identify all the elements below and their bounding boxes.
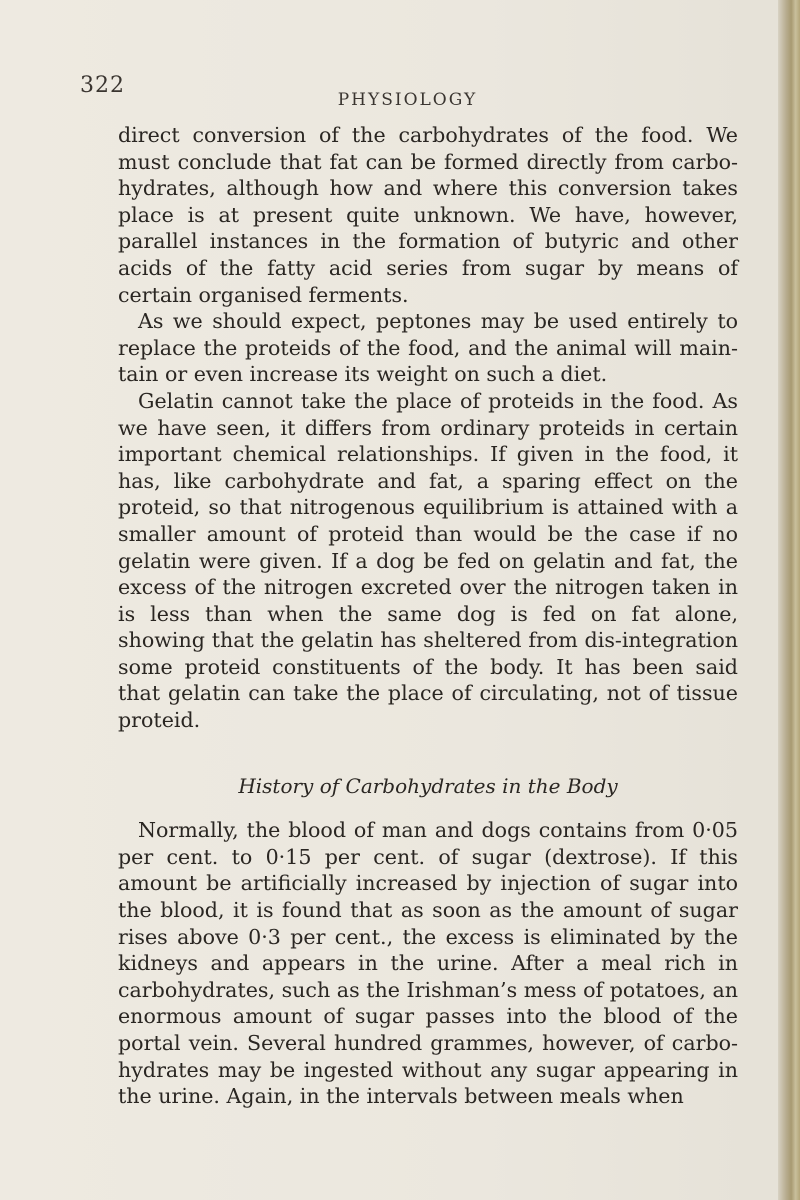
body-text <box>118 122 738 1110</box>
page-edge <box>778 0 800 1200</box>
paragraph: direct conversion of the carbohydrates of the food. We must conclude that fat can be formed directly from carbo-hydrates, although how and where this conversion takes place is at present quite unknown. We have, however, parallel instances in the formation of butyric and other acids of the fatty acid series from sugar by means of certain organised ferments. <box>118 123 738 307</box>
paragraph: As we should expect, peptones may be used entirely to replace the proteids of the food, and the animal will main-tain or even increase its weight on such a diet. <box>118 309 738 387</box>
paragraph: Normally, the blood of man and dogs contains from 0·05 per cent. to 0·15 per cent. of sugar (dextrose). If this amount be artificially increased by injection of sugar into the blood, it is found that as soon as the amount of sugar rises above 0·3 per cent., the excess is eliminated by the kidneys and appears in the urine. After a meal rich in carbohydrates, such as the Irishman’s mess of potatoes, an enormous amount of sugar passes into the blood of the portal vein. Several hundred grammes, however, of carbo-hydrates may be ingested without any sugar appearing in the urine. Again, in the intervals between meals when <box>118 818 738 1109</box>
paragraph: Gelatin cannot take the place of proteids in the food. As we have seen, it differs from ordinary proteids in certain important chemical relationships. If given in the food, it has, like carbohydrate and fat, a sparing effect on the proteid, so that nitrogenous equilibrium is attained with a smaller amount of proteid than would be the case if no gelatin were given. If a dog be fed on gelatin and fat, the excess of the nitrogen excreted over the nitrogen taken in is less than when the same dog is fed on fat alone, showing that the gelatin has sheltered from dis-integration some proteid constituents of the body. It has been said that gelatin can take the place of circulating, not of tissue proteid. <box>118 388 738 733</box>
running-head: PHYSIOLOGY <box>337 90 478 110</box>
section-heading: History of Carbohydrates in the Body <box>238 773 618 798</box>
page-number: 322 <box>80 73 125 98</box>
